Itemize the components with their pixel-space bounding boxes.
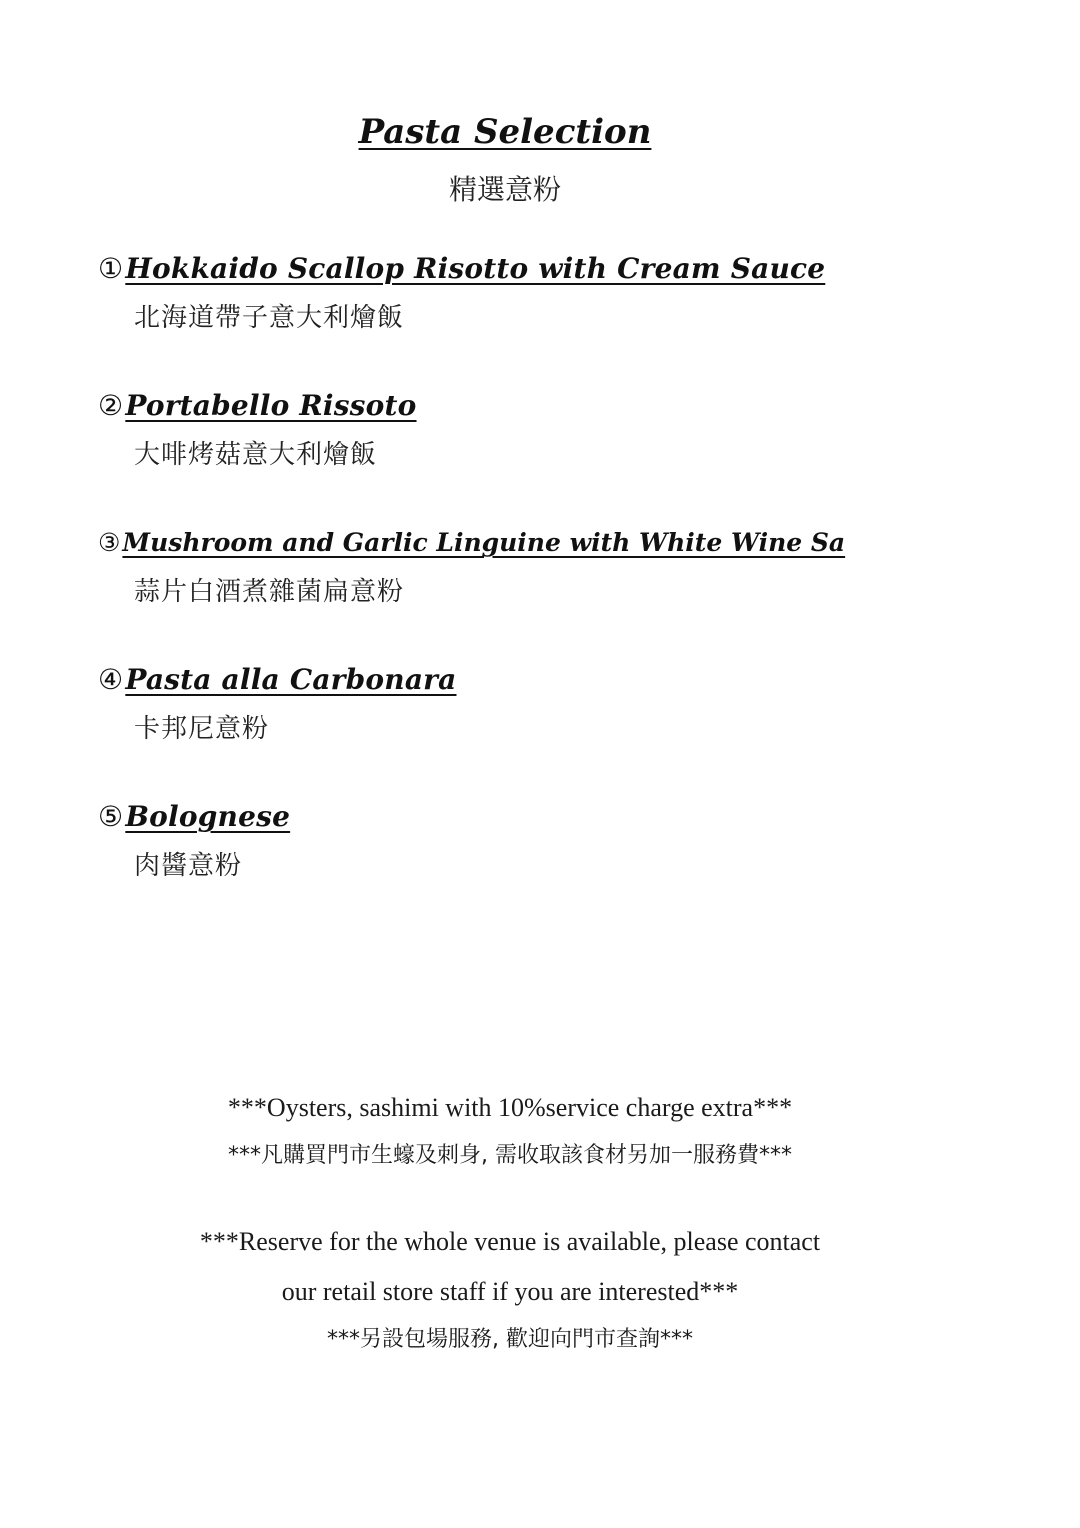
item-number: ⑤ (98, 800, 124, 833)
menu-item-title (98, 794, 998, 840)
item-number: ① (98, 252, 124, 285)
menu-item (98, 520, 998, 657)
item-name-en: Pasta alla Carbonara (125, 663, 457, 696)
item-name-en: Bolognese (125, 800, 291, 833)
item-name-en: Hokkaido Scallop Risotto with Cream Sauce (125, 252, 826, 285)
spacer (0, 1176, 1020, 1222)
reserve-note-en-line2: our retail store staff if you are interested*** (281, 1277, 739, 1306)
item-name-cn: 卡邦尼意粉 (134, 714, 270, 744)
item-name-en: Portabello Rissoto (125, 389, 417, 422)
item-name-cn: 肉醬意粉 (134, 851, 243, 881)
service-charge-note-cn: ***凡購買門市生蠔及刺身, 需收取該食材另加一服務費*** (228, 1143, 792, 1168)
menu-item (98, 383, 998, 520)
item-name-cn: 蒜片白酒煮雜菌扁意粉 (134, 577, 405, 607)
reserve-note-en-line1: ***Reserve for the whole venue is available, please contact (199, 1227, 821, 1256)
menu-item-title (98, 657, 998, 703)
service-charge-note-en: ***Oysters, sashimi with 10%service charge extra*** (227, 1093, 793, 1122)
page-subtitle: 精選意粉 (448, 173, 561, 206)
menu-item-title (98, 520, 998, 566)
item-name-cn: 北海道帶子意大利燴飯 (134, 303, 405, 333)
menu-item-title (98, 383, 998, 429)
item-number: ④ (98, 663, 124, 696)
item-name-cn: 大啡烤菇意大利燴飯 (134, 440, 378, 470)
menu-item (98, 794, 998, 931)
reserve-note-cn: ***另設包場服務, 歡迎向門市查詢*** (327, 1327, 693, 1352)
item-number: ③ (98, 528, 121, 557)
menu-item (98, 657, 998, 794)
item-number: ② (98, 389, 124, 422)
footer-notes (0, 1088, 1020, 1360)
pasta-menu-list (98, 246, 998, 931)
page-title: Pasta Selection (358, 112, 652, 152)
item-name-en: Mushroom and Garlic Linguine with White Wine Sa (122, 528, 846, 557)
menu-item (98, 246, 998, 383)
menu-item-title (98, 246, 998, 292)
